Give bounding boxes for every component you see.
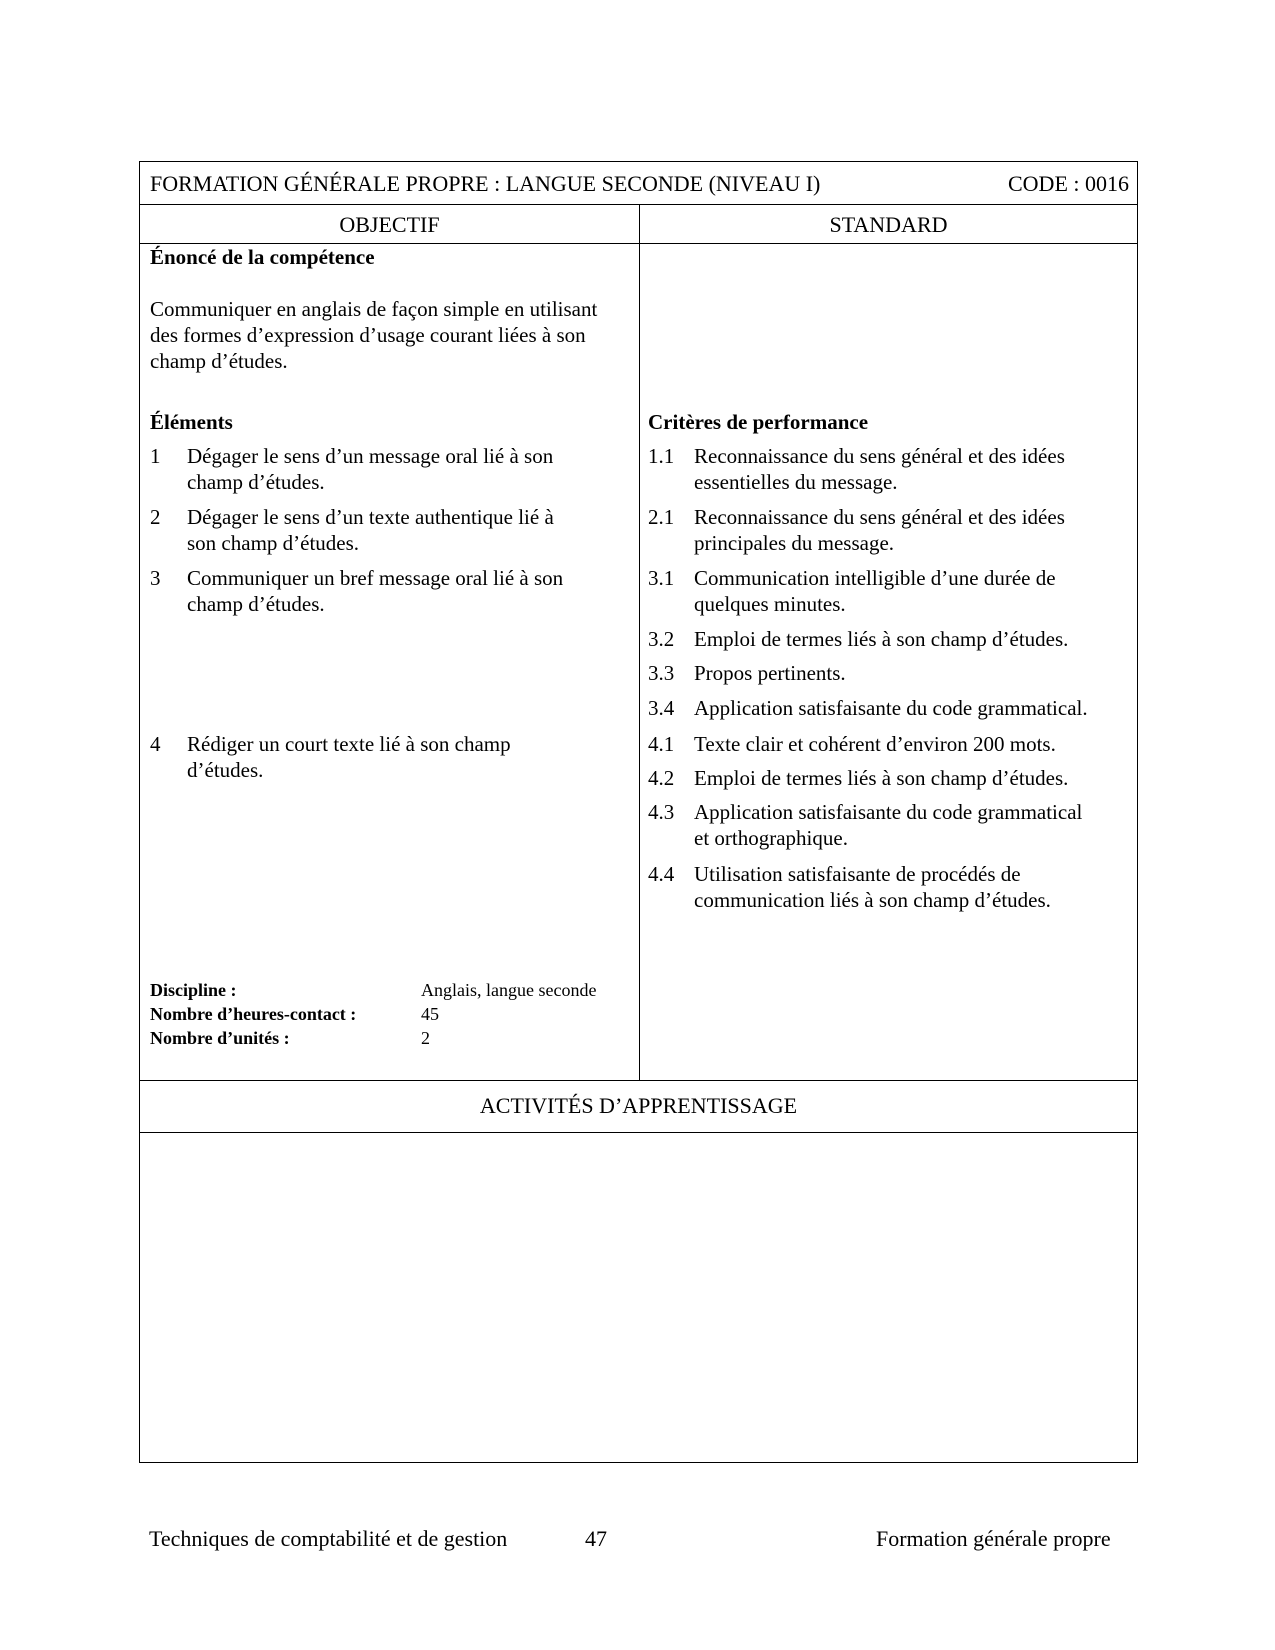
- page-number: 47: [585, 1526, 607, 1551]
- activites-divider-bottom: [140, 1132, 1137, 1133]
- element-number: 3: [150, 566, 161, 590]
- elements-heading: Éléments: [150, 410, 233, 434]
- element-text: son champ d’études.: [187, 531, 360, 555]
- critere-number: 1.1: [648, 444, 675, 468]
- critere-text: quelques minutes.: [694, 592, 846, 616]
- column-divider: [639, 205, 640, 1081]
- critere-number: 4.4: [648, 862, 675, 886]
- critere-number: 4.1: [648, 732, 675, 756]
- criteres-heading: Critères de performance: [648, 410, 869, 434]
- hours-value: 45: [421, 1004, 439, 1024]
- critere-number: 2.1: [648, 505, 675, 529]
- units-label: Nombre d’unités :: [150, 1028, 290, 1048]
- element-number: 2: [150, 505, 161, 529]
- critere-number: 3.2: [648, 627, 675, 651]
- critere-text: Application satisfaisante du code grammatical.: [694, 696, 1088, 720]
- critere-text: essentielles du message.: [694, 470, 898, 494]
- critere-text: et orthographique.: [694, 826, 848, 850]
- critere-text: Reconnaissance du sens général et des idées: [694, 505, 1065, 529]
- discipline-value: Anglais, langue seconde: [421, 980, 597, 1000]
- competence-line-2: des formes d’expression d’usage courant liées à son: [150, 323, 586, 347]
- critere-number: 3.1: [648, 566, 675, 590]
- footer-program: Techniques de comptabilité et de gestion: [149, 1526, 508, 1551]
- critere-text: principales du message.: [694, 531, 895, 555]
- critere-text: Reconnaissance du sens général et des idées: [694, 444, 1065, 468]
- critere-text: communication liés à son champ d’études.: [694, 888, 1051, 912]
- units-value: 2: [421, 1028, 430, 1048]
- element-number: 4: [150, 732, 161, 756]
- critere-text: Communication intelligible d’une durée de: [694, 566, 1056, 590]
- critere-number: 3.4: [648, 696, 675, 720]
- critere-text: Application satisfaisante du code grammatical: [694, 800, 1083, 824]
- element-text: d’études.: [187, 758, 264, 782]
- critere-text: Utilisation satisfaisante de procédés de: [694, 862, 1021, 886]
- element-text: Dégager le sens d’un texte authentique lié à: [187, 505, 554, 529]
- objectif-header: OBJECTIF: [339, 212, 440, 237]
- critere-text: Propos pertinents.: [694, 661, 846, 685]
- critere-text: Texte clair et cohérent d’environ 200 mots.: [694, 732, 1056, 756]
- element-text: champ d’études.: [187, 592, 325, 616]
- critere-number: 3.3: [648, 661, 675, 685]
- discipline-label: Discipline :: [150, 980, 237, 1000]
- program-title: FORMATION GÉNÉRALE PROPRE : LANGUE SECONDE (NIVEAU I): [150, 171, 821, 196]
- competence-heading: Énoncé de la compétence: [150, 245, 375, 269]
- critere-number: 4.2: [648, 766, 675, 790]
- critere-number: 4.3: [648, 800, 675, 824]
- competence-line-1: Communiquer en anglais de façon simple en utilisant: [150, 297, 598, 321]
- element-text: Rédiger un court texte lié à son champ: [187, 732, 511, 756]
- element-text: Communiquer un bref message oral lié à son: [187, 566, 564, 590]
- footer-section: Formation générale propre: [876, 1526, 1111, 1551]
- hours-label: Nombre d’heures-contact :: [150, 1004, 357, 1024]
- standard-header: STANDARD: [829, 212, 948, 237]
- competence-line-3: champ d’études.: [150, 349, 288, 373]
- element-text: Dégager le sens d’un message oral lié à son: [187, 444, 554, 468]
- competency-table: [139, 161, 1138, 1463]
- element-text: champ d’études.: [187, 470, 325, 494]
- course-code: CODE : 0016: [1008, 171, 1129, 196]
- critere-text: Emploi de termes liés à son champ d’études.: [694, 627, 1069, 651]
- element-number: 1: [150, 444, 161, 468]
- activites-title: ACTIVITÉS D’APPRENTISSAGE: [479, 1093, 798, 1118]
- title-row: [140, 162, 1137, 205]
- critere-text: Emploi de termes liés à son champ d’études.: [694, 766, 1069, 790]
